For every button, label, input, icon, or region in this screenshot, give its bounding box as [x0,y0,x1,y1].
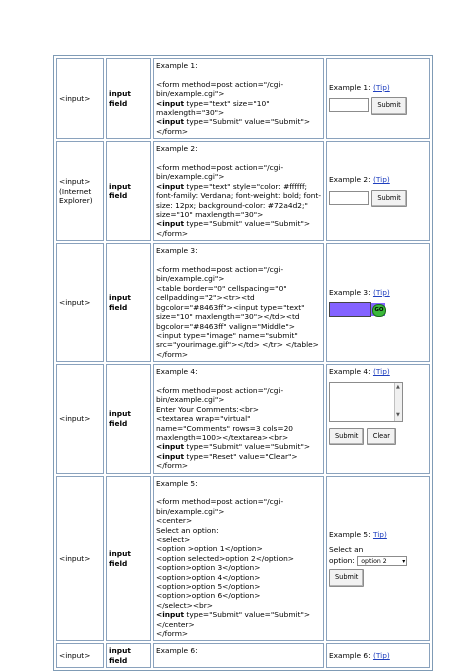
table-row [56,476,430,642]
tip-link[interactable]: (Tip) [372,367,390,377]
code-cell [153,476,324,642]
field-cell: input field [106,643,151,668]
go-icon: GO [372,304,386,317]
code-cell [153,243,324,362]
submit-button[interactable]: Submit [371,190,406,207]
demo-cell [326,476,430,642]
code-line: Enter Your Comments:<br> [156,404,259,414]
tag-cell: <input> (Internet Explorer) [56,141,104,241]
code-line: </form> [156,461,189,471]
code-block [156,80,321,136]
code-line: <input type="text" size="10" maxlength="30"> [156,98,272,118]
code-line: <form method=post action="/cgi-bin/example.cgi"> [156,265,284,284]
code-block [156,497,321,638]
chevron-down-icon: ▾ [402,558,406,566]
code-line: <textarea wrap="virtual" name="Comments" rows=3 cols=20 maxlength=100></textarea><br> [156,414,296,442]
code-keyword: <input [156,117,185,127]
code-line: <option>option 6</option> [156,591,261,601]
example-title: Example 4: [156,367,198,377]
demo-cell [326,141,430,241]
demo-cell [326,243,430,362]
code-line: <option>option 5</option> [156,582,261,592]
text-input[interactable] [329,302,371,317]
code-line: </form> [156,349,189,359]
table-row [56,58,430,139]
code-keyword: <input [156,181,185,191]
selected-option: option 2 [361,558,387,566]
code-line: <input type="Submit" value="Submit"> [156,442,311,452]
code-line: <center> [156,516,193,526]
example-title: Example 3: [156,246,198,256]
demo-label: Example 5: [329,530,371,540]
option-select[interactable] [357,556,407,566]
table-row [56,141,430,241]
tag-cell: <input> [56,243,104,362]
code-line: <input type="Submit" value="Submit"> [156,219,311,229]
code-line: </form> [156,629,189,639]
code-line: <form method=post action="/cgi-bin/example.cgi"> [156,497,284,516]
demo-cell [326,643,430,668]
field-cell: input field [106,141,151,241]
code-keyword: <input [156,451,185,461]
code-cell [153,141,324,241]
tip-link[interactable]: (Tip) [372,175,390,185]
code-line: </select><br> [156,600,213,610]
text-input[interactable] [329,98,369,112]
code-cell [153,643,324,668]
option-label: option: [329,556,355,566]
example-title: Example 2: [156,144,198,154]
code-keyword: <input [156,610,185,620]
tip-link[interactable]: Tip) [372,530,387,540]
code-cell [153,364,324,473]
code-line: <form method=post action="/cgi-bin/example.cgi"> [156,79,284,99]
code-keyword: <input [156,98,185,108]
code-line: </form> [156,228,189,238]
code-block [156,386,321,471]
code-keyword: <input [156,219,185,229]
tag-cell: <input> [56,58,104,139]
field-cell: input field [106,58,151,139]
tip-link[interactable]: (Tip) [372,651,390,661]
comments-textarea[interactable] [329,382,403,422]
code-block [156,265,321,359]
scrollbar[interactable] [394,383,402,421]
code-line: <option>option 4</option> [156,572,261,582]
example-title: Example 5: [156,478,198,488]
submit-button[interactable]: Submit [371,97,406,114]
select-label: Select an [329,544,364,554]
demo-cell [326,58,430,139]
code-block [156,163,321,238]
code-line: Select an option: [156,525,219,535]
example-title: Example 6: [156,646,198,656]
table-row [56,643,430,668]
example-title: Example 1: [156,61,198,70]
submit-button[interactable]: Submit [329,569,364,586]
demo-label: Example 3: [329,288,371,297]
table-row [56,243,430,362]
demo-label: Example 1: [329,82,371,92]
demo-label: Example 4: [329,367,371,377]
code-line: <option >option 1</option> [156,544,263,554]
demo-cell [326,364,430,473]
scroll-up-icon[interactable]: ▲ [396,383,400,390]
clear-button[interactable]: Clear [367,428,396,445]
scroll-down-icon[interactable]: ▼ [396,412,400,419]
tip-link[interactable]: (Tip) [372,82,390,92]
tag-cell: <input> [56,364,104,473]
code-cell [153,58,324,139]
code-line: <option selected>option 2</option> [156,553,294,563]
submit-button[interactable]: Submit [329,428,364,445]
tag-cell: <input> [56,643,104,668]
code-line: <form method=post action="/cgi-bin/example.cgi"> [156,385,284,405]
demo-label: Example 6: [329,651,371,661]
tip-link[interactable]: (Tip) [372,288,390,297]
field-cell: input field [106,476,151,642]
demo-label: Example 2: [329,175,371,185]
code-line: <input type="Submit" value="Submit"> [156,117,311,127]
code-line: <table border="0" cellspacing="0" cellpadding="2"><tr><td bgcolor="#8463ff"><input type="text" size="10" maxlength="30"></td><td bgcolor="#8463ff" valign="Middle"> <input type="image" name="submit" src="yourimage.gif"></td> </tr> </table> [156,283,319,350]
code-line: <input type="Reset" value="Clear"> [156,451,298,461]
code-line: <input type="Submit" value="Submit"></center> [156,610,311,629]
code-line: <option>option 3</option> [156,563,261,573]
field-cell: input field [106,364,151,473]
code-line: </form> [156,126,189,136]
go-button[interactable] [371,303,385,316]
examples-table [53,55,433,671]
code-line: <input type="text" style="color: #ffffff; font-family: Verdana; font-weight: bold; font-size: 12px; background-color: #72a4d2;" size="10" maxlength="30"> [156,181,321,220]
tag-cell: <input> [56,476,104,642]
code-line: <select> [156,535,191,545]
table-row [56,364,430,473]
field-cell: input field [106,243,151,362]
code-keyword: <input [156,442,185,452]
code-line: <form method=post action="/cgi-bin/example.cgi"> [156,163,284,182]
text-input[interactable] [329,191,369,205]
